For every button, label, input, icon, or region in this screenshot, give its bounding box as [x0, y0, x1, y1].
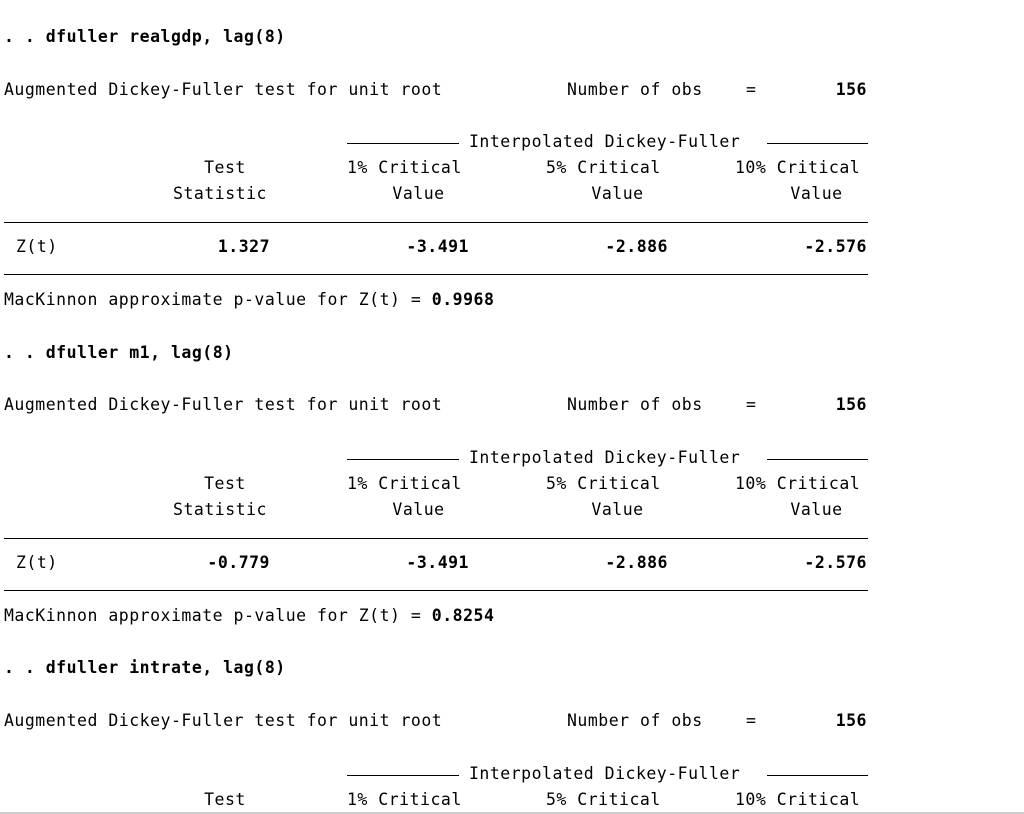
group-rule-left: [347, 459, 459, 460]
group-header: Interpolated Dickey-Fuller: [469, 764, 741, 783]
col-header-test: Test: [204, 790, 246, 809]
obs-label: Number of obs: [567, 395, 703, 414]
critical-10pct-value: -2.576: [804, 553, 867, 572]
col-header-10pct: 10% Critical: [735, 790, 861, 809]
col-header-10pct-value: Value: [790, 500, 843, 519]
col-header-1pct-value: Value: [392, 500, 445, 519]
col-header-1pct: 1% Critical: [347, 790, 462, 809]
col-header-5pct: 5% Critical: [546, 474, 661, 493]
table-rule-top: [4, 538, 868, 539]
group-rule-left: [347, 143, 459, 144]
col-header-1pct-value: Value: [392, 184, 445, 203]
group-rule-right: [767, 459, 868, 460]
command-prompt: . .: [4, 27, 36, 46]
group-header: Interpolated Dickey-Fuller: [469, 448, 741, 467]
command-text: dfuller intrate, lag(8): [45, 658, 286, 677]
test-title: Augmented Dickey-Fuller test for unit root: [4, 395, 443, 414]
obs-value: 156: [835, 80, 867, 99]
row-label: Z(t): [16, 237, 58, 256]
obs-value: 156: [835, 711, 867, 730]
pvalue-line: [4, 290, 494, 310]
obs-equals: =: [746, 711, 757, 730]
obs-value: 156: [835, 395, 867, 414]
col-header-5pct: 5% Critical: [546, 790, 661, 809]
table-rule-bottom: [4, 274, 868, 275]
critical-10pct-value: -2.576: [804, 237, 867, 256]
table-rule-bottom: [4, 590, 868, 591]
col-header-10pct-value: Value: [790, 184, 843, 203]
pvalue-value: 0.8254: [431, 606, 495, 625]
critical-1pct-value: -3.491: [406, 553, 469, 572]
col-header-5pct-value: Value: [591, 500, 644, 519]
obs-label: Number of obs: [567, 80, 703, 99]
critical-5pct-value: -2.886: [605, 553, 668, 572]
command-line: [4, 658, 286, 678]
test-statistic-value: -0.779: [207, 553, 270, 572]
pvalue-value: 0.9968: [431, 290, 495, 309]
col-header-statistic: Statistic: [173, 184, 267, 203]
group-rule-left: [347, 775, 459, 776]
col-header-statistic: Statistic: [173, 500, 267, 519]
col-header-test: Test: [204, 158, 246, 177]
obs-equals: =: [746, 395, 757, 414]
command-line: [4, 343, 234, 363]
col-header-10pct: 10% Critical: [735, 158, 861, 177]
pvalue-label: MacKinnon approximate p-value for Z(t) =: [4, 290, 432, 309]
group-rule-right: [767, 775, 868, 776]
col-header-5pct-value: Value: [591, 184, 644, 203]
row-label: Z(t): [16, 553, 58, 572]
test-statistic-value: 1.327: [217, 237, 270, 256]
pvalue-line: [4, 606, 494, 626]
command-text: dfuller m1, lag(8): [45, 343, 234, 362]
command-prompt: . .: [4, 658, 36, 677]
command-text: dfuller realgdp, lag(8): [45, 27, 286, 46]
col-header-5pct: 5% Critical: [546, 158, 661, 177]
critical-5pct-value: -2.886: [605, 237, 668, 256]
critical-1pct-value: -3.491: [406, 237, 469, 256]
command-prompt: . .: [4, 343, 36, 362]
group-rule-right: [767, 143, 868, 144]
obs-equals: =: [746, 80, 757, 99]
command-line: [4, 27, 286, 47]
test-title: Augmented Dickey-Fuller test for unit root: [4, 80, 443, 99]
col-header-1pct: 1% Critical: [347, 158, 462, 177]
table-rule-top: [4, 222, 868, 223]
pvalue-label: MacKinnon approximate p-value for Z(t) =: [4, 606, 432, 625]
col-header-test: Test: [204, 474, 246, 493]
group-header: Interpolated Dickey-Fuller: [469, 132, 741, 151]
col-header-1pct: 1% Critical: [347, 474, 462, 493]
col-header-10pct: 10% Critical: [735, 474, 861, 493]
obs-label: Number of obs: [567, 711, 703, 730]
test-title: Augmented Dickey-Fuller test for unit root: [4, 711, 443, 730]
